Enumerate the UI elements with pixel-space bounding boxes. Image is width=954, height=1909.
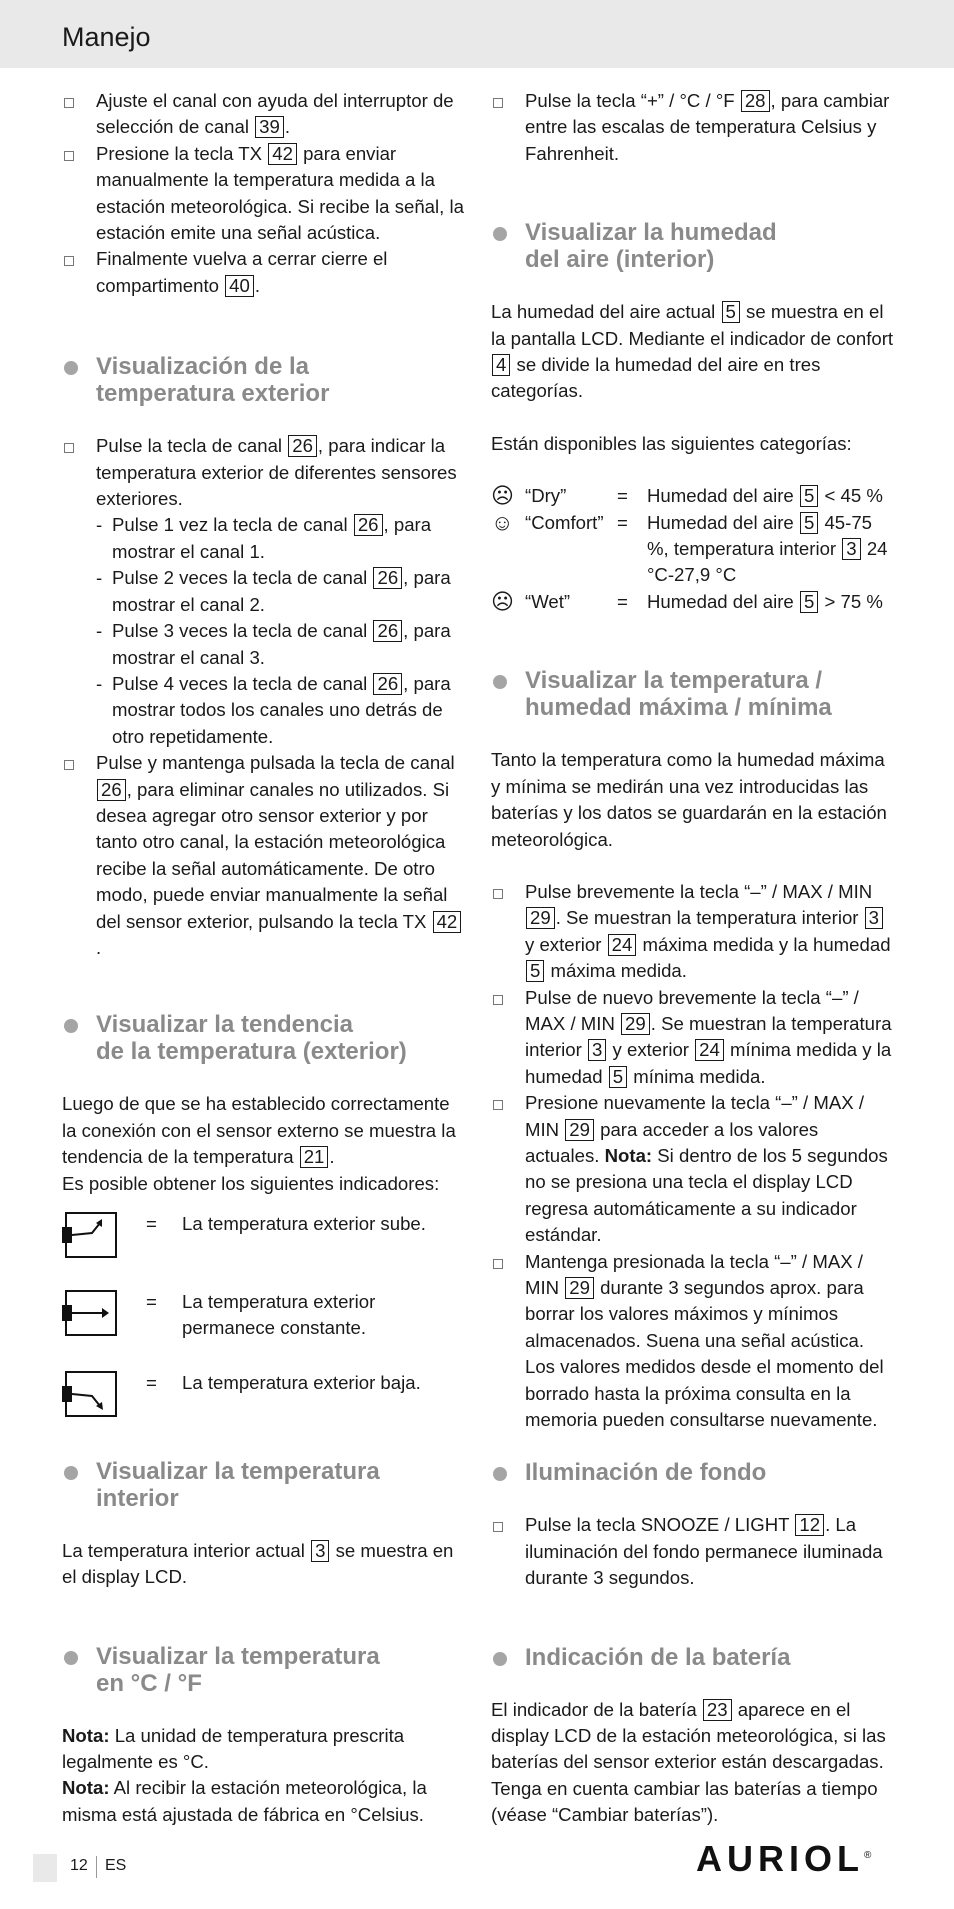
reference-number: 29 xyxy=(565,1277,594,1299)
equals-sign: = xyxy=(617,590,628,612)
list-item: Pulse brevemente la tecla “–” / MAX / MIN 29 . Se muestran la temperatura interior 3 y exterior 24 máxima medida y la humedad 5 máxima medida. xyxy=(491,879,896,985)
brand-logo: AURIOL® xyxy=(696,1838,872,1879)
sub-list-item: - Pulse 4 veces la tecla de canal 26 , para mostrar todos los canales uno detrás de otro repetidamente. xyxy=(62,671,466,750)
paragraph: Es posible obtener los siguientes indicadores: xyxy=(62,1172,440,1194)
reference-number: 26 xyxy=(373,567,402,589)
list-item: Pulse de nuevo brevemente la tecla “–” / MAX / MIN 29 . Se muestran la temperatura interior 3 y exterior 24 mínima medida y la humedad 5 mínima medida. xyxy=(491,985,896,1091)
reference-number: 24 xyxy=(608,934,637,956)
reference-number: 5 xyxy=(800,591,818,613)
category-row xyxy=(491,589,896,615)
right-column xyxy=(491,88,896,1829)
section-heading: Visualizar la tendencia de la temperatura (exterior) xyxy=(62,1011,466,1065)
language-code: ES xyxy=(105,1857,127,1874)
category-name: “Comfort” xyxy=(525,511,604,533)
reference-number: 3 xyxy=(311,1540,329,1562)
reference-number: 42 xyxy=(268,143,297,165)
reference-number: 26 xyxy=(373,620,402,642)
page-header xyxy=(0,0,954,68)
page-number: 12 xyxy=(70,1857,88,1874)
reference-number: 24 xyxy=(695,1039,724,1061)
paragraph: Tanto la temperatura como la humedad máxima y mínima se medirán una vez introducidas las baterías y los datos se guardarán en la estación meteorológica. xyxy=(491,749,887,850)
reference-number: 29 xyxy=(526,907,555,929)
reference-number: 12 xyxy=(795,1514,824,1536)
reference-number: 23 xyxy=(703,1699,732,1721)
category-row xyxy=(491,483,896,509)
list-item: Pulse la tecla de canal 26 , para indicar la temperatura exterior de diferentes sensores exteriores. xyxy=(62,433,466,512)
reference-number: 5 xyxy=(800,512,818,534)
note: Nota: Al recibir la estación meteorológica, la misma está ajustada de fábrica en °Celsius. xyxy=(62,1777,427,1825)
section-heading: Visualizar la temperatura / humedad máxima / mínima xyxy=(491,667,896,721)
reference-number: 29 xyxy=(565,1119,594,1141)
section-heading: Visualizar la temperatura interior xyxy=(62,1458,466,1512)
paragraph: La humedad del aire actual 5 se muestra en el la pantalla LCD. Mediante el indicador de confort 4 se divide la humedad del aire en tres categorías. xyxy=(491,301,894,402)
page-marker xyxy=(33,1854,57,1882)
reference-number: 3 xyxy=(588,1039,606,1061)
list-item: Presione la tecla TX 42 para enviar manualmente la temperatura medida a la estación meteorológica. Si recibe la señal, la estación emite una señal acústica. xyxy=(62,141,466,247)
comfort-categories xyxy=(491,483,896,615)
footer-divider xyxy=(96,1856,97,1878)
reference-number: 4 xyxy=(492,354,510,376)
equals-sign: = xyxy=(617,485,628,507)
reference-number: 26 xyxy=(373,673,402,695)
sub-list-item: - Pulse 2 veces la tecla de canal 26 , para mostrar el canal 2. xyxy=(62,565,466,618)
category-name: “Dry” xyxy=(525,485,567,507)
reference-number: 21 xyxy=(300,1146,329,1168)
section-heading: Visualizar la temperatura en °C / °F xyxy=(62,1643,466,1697)
reference-number: 5 xyxy=(800,485,818,507)
equals-sign: = xyxy=(617,511,628,533)
note: Nota: La unidad de temperatura prescrita legalmente es °C. xyxy=(62,1724,405,1773)
left-column xyxy=(62,88,466,1828)
indicator-row xyxy=(62,1370,466,1418)
paragraph: El indicador de la batería 23 aparece en el display LCD de la estación meteorológica, si las baterías del sensor exterior están descargadas. Tenga en cuenta cambiar las baterías a tiempo (véase “Cambiar baterías”). xyxy=(491,1698,886,1826)
equals-sign: = xyxy=(146,1291,157,1312)
paragraph: Están disponibles las siguientes categorías: xyxy=(491,432,852,454)
sub-list-item: - Pulse 1 vez la tecla de canal 26 , para mostrar el canal 1. xyxy=(62,512,466,565)
page-title: Manejo xyxy=(62,22,151,52)
sad-face-icon: ☹ xyxy=(491,588,514,614)
section-heading: Visualización de la temperatura exterior xyxy=(62,353,466,407)
reference-number: 28 xyxy=(741,90,770,112)
reference-number: 29 xyxy=(621,1013,650,1035)
smiley-face-icon: ☺ xyxy=(491,509,514,535)
indicator-row xyxy=(62,1289,466,1342)
reference-number: 42 xyxy=(433,911,462,933)
reference-number: 5 xyxy=(609,1066,627,1088)
paragraph: La temperatura interior actual 3 se muestra en el display LCD. xyxy=(62,1539,454,1588)
indicator-text: La temperatura exterior sube. xyxy=(182,1213,426,1234)
section-heading: Iluminación de fondo xyxy=(491,1459,896,1486)
category-row xyxy=(491,510,896,589)
arrow-down-icon xyxy=(62,1370,118,1418)
equals-sign: = xyxy=(146,1371,157,1393)
indicator-row xyxy=(62,1211,466,1259)
reference-number: 5 xyxy=(526,960,544,982)
list-item: Pulse y mantenga pulsada la tecla de canal 26 , para eliminar canales no utilizados. Si desea agregar otro sensor exterior y por tanto otro canal, la estación meteorológica recibe la señal automáticamente. De otro modo, puede enviar manualmente la señal del sensor exterior, pulsando la tecla TX 42. xyxy=(62,750,466,961)
list-item: Presione nuevamente la tecla “–” / MAX / MIN 29 para acceder a los valores actuales. Nota: Si dentro de los 5 segundos no se presiona una tecla el display LCD regresa automáticamente a su indicador estándar. xyxy=(491,1090,896,1248)
reference-number: 5 xyxy=(722,301,740,323)
list-item: Pulse la tecla SNOOZE / LIGHT 12 . La iluminación del fondo permanece iluminada durante 3 segundos. xyxy=(491,1512,896,1591)
indicator-text: La temperatura exterior permanece constante. xyxy=(182,1291,376,1339)
reference-number: 26 xyxy=(354,514,383,536)
category-definition: Humedad del aire 5 < 45 % xyxy=(647,485,883,507)
arrow-right-icon xyxy=(62,1289,118,1337)
list-item: Finalmente vuelva a cerrar cierre el compartimento 40 . xyxy=(62,246,466,299)
arrow-up-icon xyxy=(62,1211,118,1259)
section-heading: Visualizar la humedad del aire (interior) xyxy=(491,219,896,273)
reference-number: 26 xyxy=(97,779,126,801)
sad-face-icon: ☹ xyxy=(491,483,514,509)
section-heading: Indicación de la batería xyxy=(491,1644,896,1671)
indicator-text: La temperatura exterior baja. xyxy=(182,1371,421,1393)
category-name: “Wet” xyxy=(525,590,571,612)
reference-number: 40 xyxy=(225,275,254,297)
paragraph: Luego de que se ha establecido correctamente la conexión con el sensor externo se muestra la tendencia de la temperatura 21 . xyxy=(62,1093,456,1168)
reference-number: 3 xyxy=(865,907,883,929)
trend-indicators xyxy=(62,1211,466,1418)
reference-number: 3 xyxy=(842,538,860,560)
sub-list-item: - Pulse 3 veces la tecla de canal 26 , para mostrar el canal 3. xyxy=(62,618,466,671)
list-item: Ajuste el canal con ayuda del interruptor de selección de canal 39 . xyxy=(62,88,466,141)
reference-number: 26 xyxy=(288,435,317,457)
category-definition: Humedad del aire 5 > 75 % xyxy=(647,590,883,612)
equals-sign: = xyxy=(146,1213,157,1234)
reference-number: 39 xyxy=(255,116,284,138)
list-item: Pulse la tecla “+” / °C / °F 28 , para cambiar entre las escalas de temperatura Celsius y Fahrenheit. xyxy=(491,88,896,167)
category-definition: Humedad del aire 5 45-75 %, temperatura interior 3 24 °C-27,9 °C xyxy=(647,511,888,586)
list-item: Mantenga presionada la tecla “–” / MAX / MIN 29 durante 3 segundos aprox. para borrar los valores máximos y mínimos almacenados. Suena una señal acústica. Los valores medidos desde el momento del borrado hasta la próxima consulta en la memoria pueden consultarse nuevamente. xyxy=(491,1249,896,1434)
